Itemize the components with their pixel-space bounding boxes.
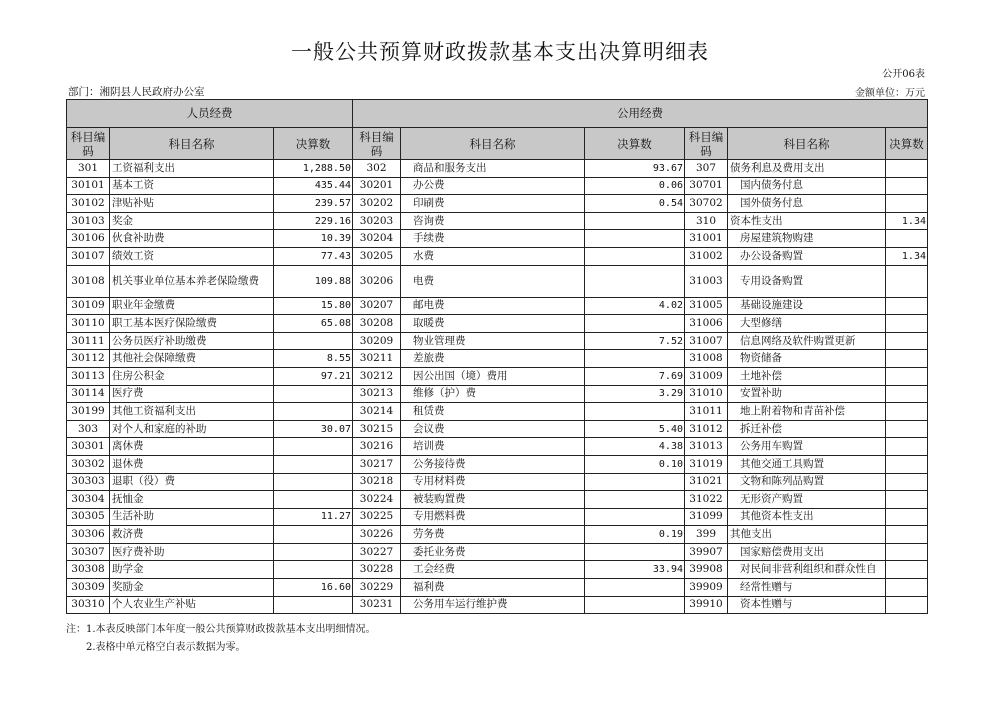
code-cell: 30113 — [67, 367, 110, 385]
col-header-name: 科目名称 — [728, 128, 886, 160]
name-cell: 维修（护）费 — [401, 385, 585, 403]
code-cell: 30303 — [67, 473, 110, 491]
table-row — [67, 385, 928, 403]
name-cell: 奖励金 — [110, 579, 274, 597]
name-cell: 债务利息及费用支出 — [728, 160, 886, 178]
table-row — [67, 315, 928, 333]
code-cell: 30227 — [353, 543, 401, 561]
amount-cell: 33.94 — [585, 561, 685, 579]
amount-cell — [585, 403, 685, 421]
name-cell: 医疗费 — [110, 385, 274, 403]
name-cell: 地上附着物和青苗补偿 — [728, 403, 886, 421]
code-cell: 30199 — [67, 403, 110, 421]
code-cell: 30308 — [67, 561, 110, 579]
name-cell: 水费 — [401, 247, 585, 265]
name-cell: 办公设备购置 — [728, 247, 886, 265]
table-row — [67, 230, 928, 248]
name-cell: 救济费 — [110, 526, 274, 544]
notes — [66, 621, 376, 657]
amount-cell: 229.16 — [274, 212, 353, 230]
name-cell: 印刷费 — [401, 195, 585, 213]
code-cell: 30306 — [67, 526, 110, 544]
amount-cell — [274, 438, 353, 456]
amount-cell — [585, 508, 685, 526]
amount-cell: 11.27 — [274, 508, 353, 526]
name-cell: 物资储备 — [728, 350, 886, 368]
col-header-code: 科目编码 — [353, 128, 401, 160]
code-cell: 30305 — [67, 508, 110, 526]
amount-cell: 1.34 — [886, 212, 928, 230]
name-cell: 被装购置费 — [401, 491, 585, 509]
code-cell: 307 — [685, 160, 728, 178]
amount-cell: 77.43 — [274, 247, 353, 265]
code-cell: 31019 — [685, 455, 728, 473]
amount-cell: 0.19 — [585, 526, 685, 544]
name-cell: 抚恤金 — [110, 491, 274, 509]
amount-cell — [585, 265, 685, 297]
note-1: 注：1.本表反映部门本年度一般公共预算财政拨款基本支出明细情况。 — [66, 624, 376, 635]
amount-cell — [274, 385, 353, 403]
code-cell: 30208 — [353, 315, 401, 333]
amount-cell — [886, 526, 928, 544]
amount-cell — [886, 160, 928, 178]
code-cell: 31006 — [685, 315, 728, 333]
note-2: 2.表格中单元格空白表示数据为零。 — [86, 642, 246, 653]
amount-cell — [274, 491, 353, 509]
col-header-amount: 决算数 — [585, 128, 685, 160]
amount-cell — [886, 438, 928, 456]
col-header-code: 科目编码 — [67, 128, 110, 160]
name-cell: 委托业务费 — [401, 543, 585, 561]
name-cell: 培训费 — [401, 438, 585, 456]
code-cell: 31002 — [685, 247, 728, 265]
amount-cell — [585, 579, 685, 597]
amount-cell — [886, 230, 928, 248]
name-cell: 房屋建筑物购建 — [728, 230, 886, 248]
name-cell: 专用燃料费 — [401, 508, 585, 526]
code-cell: 30213 — [353, 385, 401, 403]
name-cell: 职业年金缴费 — [110, 297, 274, 315]
code-cell: 30209 — [353, 332, 401, 350]
name-cell: 其他支出 — [728, 526, 886, 544]
code-cell: 30304 — [67, 491, 110, 509]
name-cell: 奖金 — [110, 212, 274, 230]
code-cell: 31021 — [685, 473, 728, 491]
table-row — [67, 297, 928, 315]
name-cell: 物业管理费 — [401, 332, 585, 350]
amount-cell — [886, 403, 928, 421]
amount-cell — [274, 455, 353, 473]
code-cell: 31099 — [685, 508, 728, 526]
table-row — [67, 543, 928, 561]
amount-cell — [886, 561, 928, 579]
code-cell: 30307 — [67, 543, 110, 561]
name-cell: 经常性赠与 — [728, 579, 886, 597]
amount-cell — [886, 579, 928, 597]
code-cell: 30228 — [353, 561, 401, 579]
code-cell: 39910 — [685, 596, 728, 614]
amount-cell: 97.21 — [274, 367, 353, 385]
table-row — [67, 596, 928, 614]
code-cell: 30212 — [353, 367, 401, 385]
table-row — [67, 212, 928, 230]
amount-cell — [274, 403, 353, 421]
amount-cell — [886, 177, 928, 195]
name-cell: 工资福利支出 — [110, 160, 274, 178]
name-cell: 公务用车运行维护费 — [401, 596, 585, 614]
code-cell: 30226 — [353, 526, 401, 544]
amount-cell — [585, 315, 685, 333]
name-cell: 其他交通工具购置 — [728, 455, 886, 473]
name-cell: 安置补助 — [728, 385, 886, 403]
amount-cell — [585, 212, 685, 230]
name-cell: 津贴补贴 — [110, 195, 274, 213]
code-cell: 30229 — [353, 579, 401, 597]
amount-cell — [886, 195, 928, 213]
code-cell: 30112 — [67, 350, 110, 368]
name-cell: 无形资产购置 — [728, 491, 886, 509]
code-cell: 31008 — [685, 350, 728, 368]
amount-cell: 8.55 — [274, 350, 353, 368]
amount-cell — [274, 526, 353, 544]
name-cell: 其他工资福利支出 — [110, 403, 274, 421]
amount-cell — [886, 315, 928, 333]
amount-cell — [585, 596, 685, 614]
amount-cell — [886, 420, 928, 438]
name-cell: 因公出国（境）费用 — [401, 367, 585, 385]
amount-cell: 0.06 — [585, 177, 685, 195]
amount-cell — [585, 350, 685, 368]
code-cell: 30101 — [67, 177, 110, 195]
name-cell: 国家赔偿费用支出 — [728, 543, 886, 561]
code-cell: 31009 — [685, 367, 728, 385]
col-header-amount: 决算数 — [886, 128, 928, 160]
amount-cell — [886, 332, 928, 350]
name-cell: 大型修缮 — [728, 315, 886, 333]
amount-cell — [274, 596, 353, 614]
code-cell: 399 — [685, 526, 728, 544]
table-row — [67, 350, 928, 368]
name-cell: 电费 — [401, 265, 585, 297]
name-cell: 基础设施建设 — [728, 297, 886, 315]
amount-cell: 93.67 — [585, 160, 685, 178]
table-body — [67, 160, 928, 614]
code-cell: 31001 — [685, 230, 728, 248]
amount-cell — [585, 247, 685, 265]
table-row — [67, 247, 928, 265]
code-cell: 39907 — [685, 543, 728, 561]
amount-cell — [886, 491, 928, 509]
department-label: 部门：湘阴县人民政府办公室 — [68, 86, 205, 98]
amount-cell: 435.44 — [274, 177, 353, 195]
amount-cell — [274, 473, 353, 491]
code-cell: 30102 — [67, 195, 110, 213]
code-cell: 30204 — [353, 230, 401, 248]
amount-cell: 4.38 — [585, 438, 685, 456]
name-cell: 其他社会保障缴费 — [110, 350, 274, 368]
code-cell: 30224 — [353, 491, 401, 509]
table-row — [67, 265, 928, 297]
page-title: 一般公共预算财政拨款基本支出决算明细表 — [291, 40, 709, 64]
expenditure-table — [66, 99, 928, 614]
code-cell: 30218 — [353, 473, 401, 491]
amount-cell: 15.80 — [274, 297, 353, 315]
col-header-name: 科目名称 — [110, 128, 274, 160]
amount-cell: 1.34 — [886, 247, 928, 265]
code-cell: 30106 — [67, 230, 110, 248]
code-cell: 30206 — [353, 265, 401, 297]
name-cell: 咨询费 — [401, 212, 585, 230]
code-cell: 30103 — [67, 212, 110, 230]
amount-cell — [886, 508, 928, 526]
code-cell: 39908 — [685, 561, 728, 579]
name-cell: 公务用车购置 — [728, 438, 886, 456]
name-cell: 福利费 — [401, 579, 585, 597]
code-cell: 302 — [353, 160, 401, 178]
amount-cell: 30.07 — [274, 420, 353, 438]
amount-cell — [886, 367, 928, 385]
name-cell: 住房公积金 — [110, 367, 274, 385]
amount-cell — [886, 596, 928, 614]
name-cell: 对民间非营利组织和群众性自 — [728, 561, 886, 579]
code-cell: 30107 — [67, 247, 110, 265]
code-cell: 30205 — [353, 247, 401, 265]
name-cell: 会议费 — [401, 420, 585, 438]
amount-cell — [886, 297, 928, 315]
table-row — [67, 579, 928, 597]
name-cell: 差旅费 — [401, 350, 585, 368]
amount-cell: 0.10 — [585, 455, 685, 473]
code-cell: 30201 — [353, 177, 401, 195]
code-cell: 30211 — [353, 350, 401, 368]
table-row — [67, 403, 928, 421]
name-cell: 专用设备购置 — [728, 265, 886, 297]
name-cell: 离休费 — [110, 438, 274, 456]
code-cell: 30215 — [353, 420, 401, 438]
name-cell: 公务员医疗补助缴费 — [110, 332, 274, 350]
code-cell: 31011 — [685, 403, 728, 421]
table-row — [67, 561, 928, 579]
amount-cell: 4.02 — [585, 297, 685, 315]
code-cell: 310 — [685, 212, 728, 230]
amount-cell — [585, 473, 685, 491]
name-cell: 国外债务付息 — [728, 195, 886, 213]
code-cell: 31013 — [685, 438, 728, 456]
table-row — [67, 332, 928, 350]
table-row — [67, 455, 928, 473]
group-header-public: 公用经费 — [353, 100, 928, 128]
code-cell: 31022 — [685, 491, 728, 509]
name-cell: 信息网络及软件购置更新 — [728, 332, 886, 350]
amount-unit-label: 金额单位：万元 — [855, 88, 925, 99]
code-cell: 31012 — [685, 420, 728, 438]
code-cell: 30702 — [685, 195, 728, 213]
table-row — [67, 177, 928, 195]
name-cell: 取暖费 — [401, 315, 585, 333]
code-cell: 31005 — [685, 297, 728, 315]
name-cell: 医疗费补助 — [110, 543, 274, 561]
code-cell: 30108 — [67, 265, 110, 297]
name-cell: 助学金 — [110, 561, 274, 579]
amount-cell — [886, 455, 928, 473]
name-cell: 机关事业单位基本养老保险缴费 — [110, 265, 274, 297]
name-cell: 工会经费 — [401, 561, 585, 579]
code-cell: 30114 — [67, 385, 110, 403]
amount-cell: 7.52 — [585, 332, 685, 350]
code-cell: 31003 — [685, 265, 728, 297]
amount-cell: 16.60 — [274, 579, 353, 597]
amount-cell: 10.39 — [274, 230, 353, 248]
table-row — [67, 195, 928, 213]
amount-cell: 239.57 — [274, 195, 353, 213]
name-cell: 拆迁补偿 — [728, 420, 886, 438]
code-cell: 30207 — [353, 297, 401, 315]
code-cell: 30302 — [67, 455, 110, 473]
table-row — [67, 473, 928, 491]
name-cell: 劳务费 — [401, 526, 585, 544]
amount-cell: 109.88 — [274, 265, 353, 297]
table-row — [67, 491, 928, 509]
amount-cell — [886, 473, 928, 491]
table-row — [67, 438, 928, 456]
name-cell: 生活补助 — [110, 508, 274, 526]
table-row — [67, 508, 928, 526]
table-row — [67, 420, 928, 438]
code-cell: 30301 — [67, 438, 110, 456]
amount-cell: 65.08 — [274, 315, 353, 333]
code-cell: 30109 — [67, 297, 110, 315]
code-cell: 31010 — [685, 385, 728, 403]
amount-cell: 7.69 — [585, 367, 685, 385]
amount-cell: 0.54 — [585, 195, 685, 213]
name-cell: 邮电费 — [401, 297, 585, 315]
code-cell: 30225 — [353, 508, 401, 526]
code-cell: 30203 — [353, 212, 401, 230]
name-cell: 专用材料费 — [401, 473, 585, 491]
code-cell: 30202 — [353, 195, 401, 213]
name-cell: 国内债务付息 — [728, 177, 886, 195]
code-cell: 30110 — [67, 315, 110, 333]
amount-cell — [274, 543, 353, 561]
name-cell: 其他资本性支出 — [728, 508, 886, 526]
code-cell: 30216 — [353, 438, 401, 456]
col-header-name: 科目名称 — [401, 128, 585, 160]
code-cell: 30214 — [353, 403, 401, 421]
code-cell: 30310 — [67, 596, 110, 614]
name-cell: 职工基本医疗保险缴费 — [110, 315, 274, 333]
amount-cell — [886, 385, 928, 403]
name-cell: 文物和陈列品购置 — [728, 473, 886, 491]
group-header-personnel: 人员经费 — [67, 100, 353, 128]
name-cell: 商品和服务支出 — [401, 160, 585, 178]
name-cell: 基本工资 — [110, 177, 274, 195]
code-cell: 303 — [67, 420, 110, 438]
name-cell: 退职（役）费 — [110, 473, 274, 491]
code-cell: 39909 — [685, 579, 728, 597]
name-cell: 资本性支出 — [728, 212, 886, 230]
code-cell: 30309 — [67, 579, 110, 597]
name-cell: 手续费 — [401, 230, 585, 248]
amount-cell — [585, 491, 685, 509]
name-cell: 个人农业生产补贴 — [110, 596, 274, 614]
amount-cell: 3.29 — [585, 385, 685, 403]
amount-cell — [886, 265, 928, 297]
amount-cell: 1,288.50 — [274, 160, 353, 178]
amount-cell — [886, 543, 928, 561]
col-header-amount: 决算数 — [274, 128, 353, 160]
col-header-code: 科目编码 — [685, 128, 728, 160]
code-cell: 30111 — [67, 332, 110, 350]
name-cell: 土地补偿 — [728, 367, 886, 385]
table-row — [67, 526, 928, 544]
amount-cell — [274, 561, 353, 579]
amount-cell — [274, 332, 353, 350]
name-cell: 伙食补助费 — [110, 230, 274, 248]
amount-cell: 5.40 — [585, 420, 685, 438]
name-cell: 租赁费 — [401, 403, 585, 421]
code-cell: 31007 — [685, 332, 728, 350]
code-cell: 30701 — [685, 177, 728, 195]
code-cell: 30217 — [353, 455, 401, 473]
name-cell: 公务接待费 — [401, 455, 585, 473]
name-cell: 退休费 — [110, 455, 274, 473]
amount-cell — [585, 543, 685, 561]
amount-cell — [585, 230, 685, 248]
code-cell: 30231 — [353, 596, 401, 614]
code-cell: 301 — [67, 160, 110, 178]
table-row — [67, 160, 928, 178]
name-cell: 资本性赠与 — [728, 596, 886, 614]
form-number: 公开06表 — [882, 69, 925, 80]
amount-cell — [886, 350, 928, 368]
name-cell: 绩效工资 — [110, 247, 274, 265]
name-cell: 办公费 — [401, 177, 585, 195]
name-cell: 对个人和家庭的补助 — [110, 420, 274, 438]
table-row — [67, 367, 928, 385]
